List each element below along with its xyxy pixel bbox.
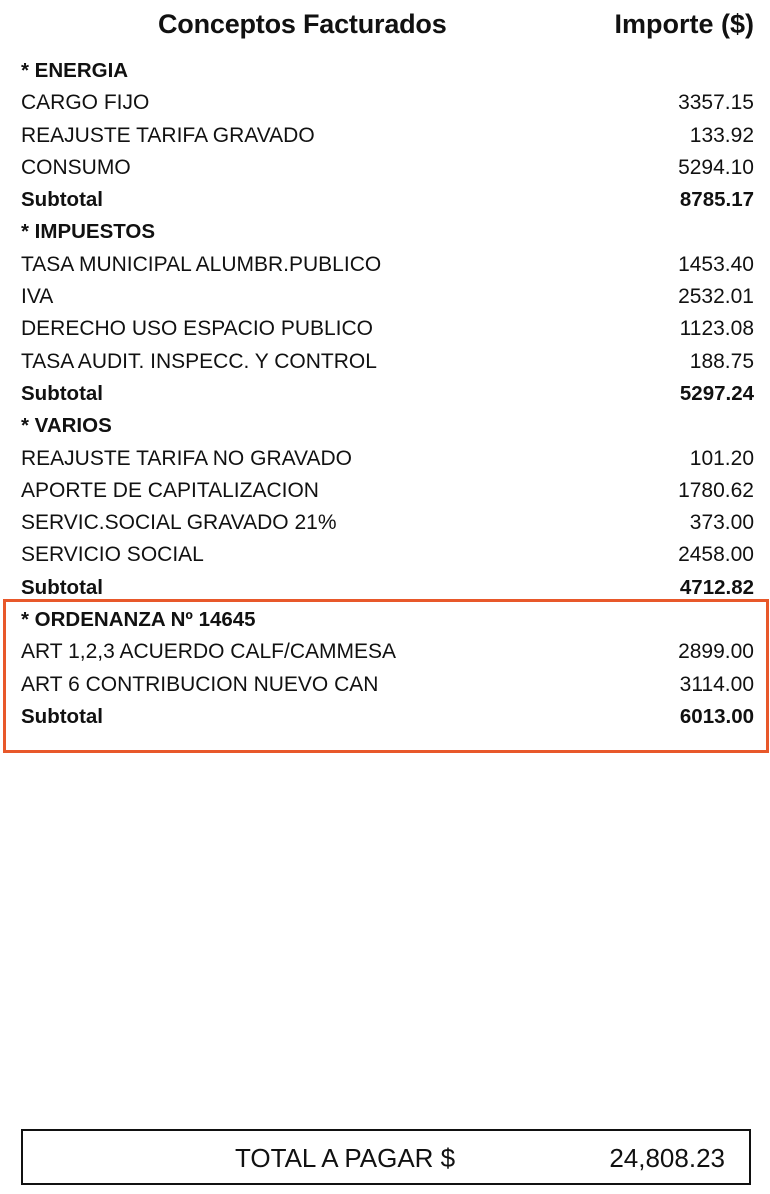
amount-value: 101.20: [689, 446, 754, 470]
section-title: * VARIOS: [21, 414, 112, 438]
section-header: [0, 216, 770, 248]
ordenanza-highlight-box: [3, 599, 769, 753]
line-item-row: [0, 443, 770, 475]
amount-value: 3357.15: [678, 91, 754, 115]
amount-value: 4712.82: [679, 575, 754, 599]
amount-value: 133.92: [689, 123, 754, 147]
amount-value: 3114.00: [679, 672, 754, 696]
concept-label: APORTE DE CAPITALIZACION: [21, 478, 319, 502]
concept-label: REAJUSTE TARIFA GRAVADO: [21, 123, 315, 147]
line-item-row: [0, 152, 770, 184]
amount-value: 2458.00: [678, 543, 754, 567]
amount-value: 373.00: [689, 511, 754, 535]
concept-label: Subtotal: [21, 575, 103, 599]
concept-label: ART 6 CONTRIBUCION NUEVO CAN: [21, 672, 379, 696]
line-item-row: [0, 346, 770, 378]
concept-label: SERVICIO SOCIAL: [21, 543, 204, 567]
amount-value: 1780.62: [678, 478, 754, 502]
amount-value: 1123.08: [679, 317, 754, 341]
concept-label: TASA MUNICIPAL ALUMBR.PUBLICO: [21, 252, 382, 276]
concept-label: IVA: [21, 285, 54, 309]
line-item-row: [0, 475, 770, 507]
concept-label: REAJUSTE TARIFA NO GRAVADO: [21, 446, 353, 470]
amount-value: 1453.40: [678, 252, 754, 276]
line-item-row: [0, 87, 770, 119]
concept-label: Subtotal: [21, 704, 103, 728]
invoice-header: [0, 0, 770, 50]
amount-value: 2899.00: [678, 640, 754, 664]
total-label: TOTAL A PAGAR $: [235, 1143, 456, 1173]
line-item-row: [0, 281, 770, 313]
section-title: * ENERGIA: [21, 59, 129, 82]
concept-label: SERVIC.SOCIAL GRAVADO 21%: [21, 511, 337, 535]
section-title: * ORDENANZA Nº 14645: [21, 608, 256, 632]
line-item-row: [0, 507, 770, 539]
amount-column-title: Importe ($): [614, 9, 754, 39]
concept-label: CONSUMO: [21, 155, 131, 179]
concept-label: DERECHO USO ESPACIO PUBLICO: [21, 317, 374, 341]
amount-value: 188.75: [689, 349, 754, 373]
line-item-row: [0, 313, 770, 345]
total-value: 24,808.23: [609, 1143, 725, 1173]
amount-value: 8785.17: [679, 188, 754, 212]
section-header: [0, 55, 770, 87]
concepts-column-title: Conceptos Facturados: [158, 9, 447, 39]
line-item-row: [0, 539, 770, 571]
subtotal-row: [0, 378, 770, 410]
amount-value: 5294.10: [678, 155, 754, 179]
line-item-row: [0, 249, 770, 281]
section-header: [0, 410, 770, 442]
concept-label: Subtotal: [21, 188, 103, 212]
concept-label: Subtotal: [21, 381, 103, 405]
subtotal-row: [0, 184, 770, 216]
section-title: * IMPUESTOS: [21, 220, 156, 244]
concept-label: CARGO FIJO: [21, 91, 150, 115]
amount-value: 2532.01: [678, 285, 754, 309]
amount-value: 5297.24: [679, 381, 754, 405]
amount-value: 6013.00: [679, 704, 754, 728]
concept-label: ART 1,2,3 ACUERDO CALF/CAMMESA: [21, 640, 396, 664]
concept-label: TASA AUDIT. INSPECC. Y CONTROL: [21, 349, 377, 373]
line-item-row: [0, 120, 770, 152]
total-box: [21, 1129, 751, 1185]
